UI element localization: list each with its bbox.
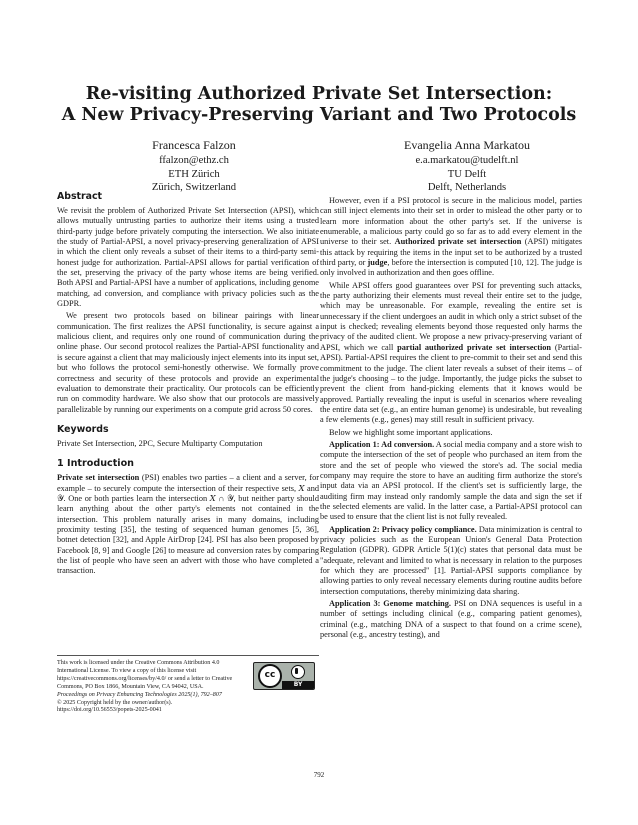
page-number: 792	[313, 771, 325, 779]
keywords-text: Private Set Intersection, 2PC, Secure Multiparty Computation	[57, 438, 263, 448]
author-affiliation: TU Delft	[447, 168, 487, 180]
term-apsi: Authorized private set intersection	[394, 237, 522, 247]
introduction-paragraph	[57, 473, 319, 576]
abstract-paragraph-2: We present two protocols based on bilinear pairings with linear communication. The first realizes the APSI functionality, is secure against a malicious client, and requires only one round of communication during the online phase. Our second protocol realizes the Partial-APSI functionality and is secure against a client that may maliciously inject elements into its input set, but who follows the protocol semi-honestly otherwise. We formally prove correctness and security of these protocols and provide an experimental evaluation to demonstrate their practicality. Our protocols can be efficiently run on commodity hardware. We also show that our protocols are massively parallelizable by running our experiments on a compute grid across 50 cores.	[57, 311, 319, 414]
abstract-paragraph-1: We revisit the problem of Authorized Private Set Intersection (APSI), which allows mutually untrusting parties to authorize their items using a trusted third-party judge before privately computing the intersection. We also initiate the study of Partial-APSI, a novel privacy-preserving generalization of APSI in which the client only reveals a subset of their items to a third-party semi-honest judge for authorization. Partial-APSI allows for partial verification of the set, preserving the privacy of the party whose items are being verified. Both APSI and Partial-APSI have a number of applications, including genome matching, ad conversion, and compliance with privacy policies such as the GDPR.	[57, 206, 319, 309]
license-footnote	[57, 655, 319, 715]
attribution-icon	[291, 665, 305, 679]
paper-title	[40, 84, 598, 126]
proceedings-line: Proceedings on Privacy Enhancing Technologies 2025(1), 792–807	[57, 691, 222, 698]
cc-icon: cc	[258, 664, 282, 688]
license-text: This work is licensed under the Creative Commons Attribution 4.0 International License. To view a copy of this license visit https://creativecommons.org/licenses/by/4.0/ or send a letter to Creative Commons, PO Box 1866, Mountain View, CA 94042, USA.	[57, 660, 233, 690]
right-paragraph-2: While APSI offers good guarantees over PSI for preventing such attacks, the party authorizing their elements must reveal their entire set to the judge, which may be unreasonable. For example, revealing the entire set is unnecessary if the client undergoes an audit in which only a strict subset of the input is checked; revealing elements beyond those requested only harms the privacy of the audited client. We propose a new privacy-preserving variant of APSI, which we call partial authorized private set intersection (Partial-APSI). Partial-APSI requires the client to pre-commit to their set and send this commitment to the judge. The client later reveals a subset of their items – of the judge's choosing – to the judge. Importantly, the judge picks the subset to prevent the client from hand-picking elements that it knows would be approved. Partially revealing the input is useful in scenarios where revealing the entire data set (e.g., an entire human genome) is undesirable, but revealing a few elements (e.g., genes) may still result in sufficient privacy.	[320, 280, 583, 425]
application-3: Application 3: Genome matching. PSI on DNA sequences is useful in a number of settings including clinical (e.g., comparing patient genomes), criminal (e.g., matching DNA of a suspect to that found on a crime scene), personal (e.g., ancestry testing), and	[320, 599, 582, 640]
doi-link[interactable]: https://doi.org/10.56553/popets-2025-0041	[57, 707, 162, 714]
right-paragraph-3: Below we highlight some important applications.	[329, 427, 493, 437]
keywords-heading: Keywords	[57, 423, 109, 435]
right-column	[320, 196, 582, 642]
abstract-heading: Abstract	[57, 191, 103, 202]
author-location: Delft, Netherlands	[427, 182, 507, 193]
author-name: Evangelia Anna Markatou	[404, 138, 530, 152]
author-affiliation: ETH Zürich	[168, 168, 220, 180]
term-judge: judge	[367, 258, 388, 268]
title-line-1: Re-visiting Authorized Private Set Intersection:	[85, 84, 553, 104]
title-line-2: A New Privacy-Preserving Variant and Two Protocols	[61, 105, 577, 125]
author-location: Zürich, Switzerland	[151, 182, 237, 193]
term-partial-apsi: partial authorized private set intersection	[397, 342, 552, 352]
author-block-2	[352, 138, 582, 195]
cc-by-badge-icon	[253, 662, 315, 690]
author-email: e.a.markatou@tudelft.nl	[415, 155, 519, 166]
application-1: Application 1: Ad conversion. A social media company and a store wish to compute the intersection of the set of people who purchased an item from the store and the set of people who viewed the store's ad. The social media company may require the store to have an auditing firm authorize the store's input data via an APSI protocol. If the client's set is sufficiently large, the auditing firm may instead only randomly sample the data and sign the set if the selected elements are valid. In the latter case, a Partial-APSI protocol can be used to ensure that the client list is not fully revealed.	[320, 439, 582, 522]
introduction-text: (PSI) enables two parties – a client and a server, for example – to securely compute the intersection of their respective sets, 𝑋 and 𝒴. One or both parties learn the intersection 𝑋 ∩ 𝒴, but neither party should learn anything about the other party's elements not contained in the intersection. This problem naturally arises in many domains, including proximity testing [35], the testing of sequenced human genomes [5, 36], botnet detection [32], and Apple AirDrop [24]. PSI has also been proposed by Facebook [8, 9] and Google [26] to measure ad conversion rates by comparing the list of people who have seen an advert with those who have completed a transaction.	[57, 473, 319, 576]
author-email: ffalzon@ethz.ch	[159, 155, 229, 166]
author-name: Francesca Falzon	[152, 138, 236, 152]
introduction-heading: 1 Introduction	[57, 458, 135, 470]
application-2: Application 2: Privacy policy compliance. Data minimization is central to privacy policies such as the European Union's General Data Protection Regulation (GDPR). GDPR Article 5(1)(c) states that personal data must be "adequate, relevant and limited to what is necessary in relation to the purposes for which they are processed" [1]. Partial-APSI supports compliance by allowing parties to only reveal necessary elements during routine audits before intersection computations, thereby minimizing data sharing.	[320, 524, 582, 596]
right-paragraph-1: However, even if a PSI protocol is secure in the malicious model, parties can still inject elements into their set in order to mislead the other party or to learn more information about the other party's set. If the universe is enumerable, a malicious party could go so far as to add every element in the universe to their set. Authorized private set intersection (APSI) mitigates this attack by requiring the items in the input set to be authorized by a trusted third party, or judge, before the intersection is computed [10, 12]. The judge is only involved in authorization and then goes offline.	[320, 196, 582, 278]
cc-by-label: BY	[282, 681, 314, 689]
term-psi: Private set intersection	[57, 473, 140, 483]
author-block-1	[79, 138, 309, 195]
left-column	[57, 191, 319, 579]
copyright-line: © 2025 Copyright held by the owner/author(s).	[57, 699, 173, 706]
